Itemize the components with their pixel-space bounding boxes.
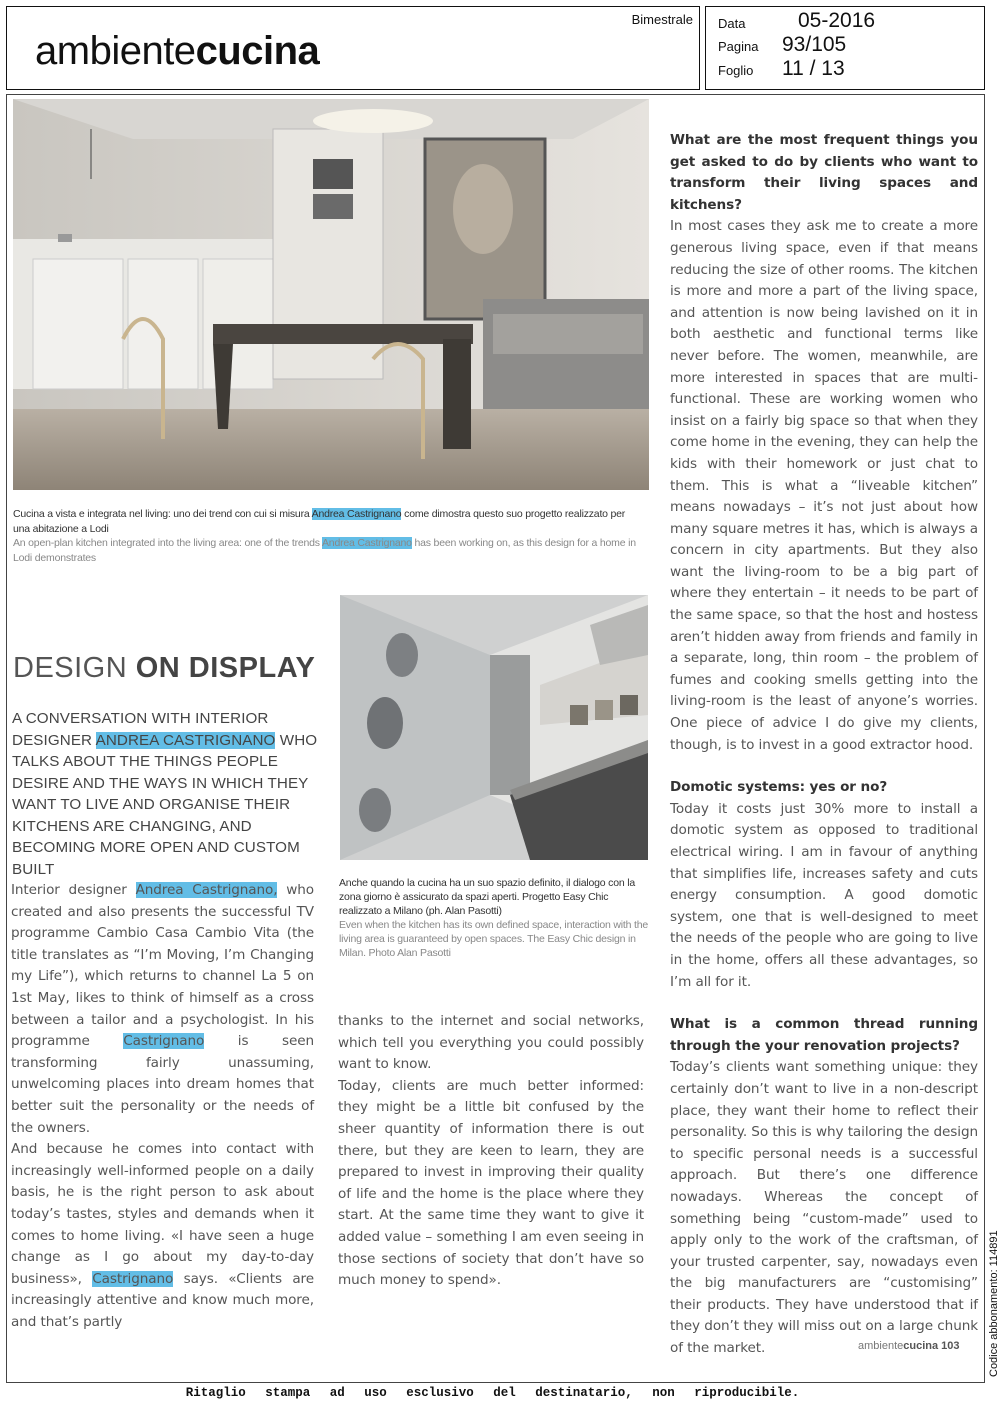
pagina-value: 93/105 xyxy=(782,33,847,56)
caption-lodi-english: An open-plan kitchen integrated into the living area: one of the trends Andrea Castrignano has been working on, as this design for a home in Lodi demonstrates xyxy=(13,537,636,564)
data-label: Data xyxy=(718,16,746,31)
masthead-box xyxy=(6,6,700,90)
answer-2: Today it costs just 30% more to install a domotic system as opposed to traditional electrical wiring. I am in favour of anything that simplifies life, increases safety and cuts energy consumption. A good domotic system, one that is well-designed to meet the needs of the people who are going to live in the home, offers all these advantages, so I’m all for it. xyxy=(670,800,978,990)
question-2: Domotic systems: yes or no? xyxy=(670,779,888,796)
col1-paragraph-2: And because he comes into contact with increasingly well-informed people on a daily basis, he is the right person to ask about today’s tastes, styles and demands when it comes to home living. «I have seen a huge change as I go about my day-to-day business», Castrignano says. «Clients are increasingly attentive and know much more, and that’s partly xyxy=(11,1141,315,1330)
col2-paragraph-2: Today, clients are much better informed: they might be a little bit confused by the sheer quantity of information there is out there, but they are keen to learn, they are prepared to invest in improving their quality of life and the home is the place where they start. At the same time they want to give it added value – something I am even seeing in those sections of society that don’t have so much money to spend». xyxy=(338,1077,644,1289)
answer-3: Today’s clients want something unique: they certainly don’t want to live in a non-descript place, they want their home to reflect their personality. So this is why tailoring the design to specific personal needs is a successful approach. But there’s one difference nowadays. Whereas the concept of something being “custom-made” used to apply only to the work of the craftsman, of your trusted carpenter, say, nowadays even the big manufacturers are “customising” their products. They have understood that if they don’t they will miss out on a large chunk of the market. xyxy=(670,1059,978,1357)
article-headline: DESIGN ON DISPLAY xyxy=(13,652,316,684)
page-footer-magazine: ambientecucina 103 xyxy=(858,1340,960,1352)
article-intro: A CONVERSATION WITH INTERIOR DESIGNER ANDREA CASTRIGNANO WHO TALKS ABOUT THE THINGS PEOPLE DESIRE AND THE WAYS IN WHICH THEY WANT TO LIVE AND ORGANISE THEIR KITCHENS ARE CHANGING, AND BECOMING MORE OPEN AND CUSTOM BUILT xyxy=(12,710,318,878)
issue-meta-box xyxy=(705,6,985,90)
foglio-label: Foglio xyxy=(718,63,754,78)
pagina-label: Pagina xyxy=(718,39,759,54)
data-value: 05-2016 xyxy=(798,9,876,32)
col1-paragraph-1: Interior designer Andrea Castrignano, who created and also presents the successful TV programme Cambio Casa Cambio Vita (the title translates as “I’m Moving, I’m Changing my Life”), which returns to channel La 5 on 1st May, likes to think of himself as a cross between a tailor and a psychologist. In his programme Castrignano is seen transforming fairly unassuming, unwelcoming places into dream homes that better suit the personality or the needs of the owners. xyxy=(11,882,314,1136)
question-1: What are the most frequent things you get asked to do by clients who want to transform their living spaces and kitchens? xyxy=(670,132,978,213)
caption-lodi-italian: Cucina a vista e integrata nel living: uno dei trend con cui si misura Andrea Castrignano come dimostra questo suo progetto realizzato per una abitazione a Lodi xyxy=(13,508,626,535)
answer-1: In most cases they ask me to create a more generous living space, even if that means reducing the size of other rooms. The kitchen is more and more a part of the living space, and attention is now being lavished on it in both aesthetic and functional terms like never before. The women, meanwhile, are more interested in spaces that are multi-functional. These are working women who insist on a fairly big space so that when they come home in the evening, they can help the kids with their homework or just chat to them. This is what a “liveable kitchen” means nowadays – it’s not just about how many square metres it has, which is always a concern in city apartments. But they also want the living-room to be a big part of where they entertain – it needs to be part of the same space, so that the host and hostess aren’t hidden away from friends and family in a separate, long, thin room – the problem of fumes and cooking smells getting into the living-room is the least of anyone’s worries. One piece of advice I do give my clients, though, is to invest in a good extractor hood. xyxy=(670,218,978,753)
caption-milan-english: Even when the kitchen has its own defined space, interaction with the living area is guaranteed by open spaces. The Easy Chic design in Milan. Photo Alan Pasotti xyxy=(339,919,648,959)
subscription-code: Codice abbonamento: 114891 xyxy=(988,1230,1000,1377)
magazine-logo: ambientecucina xyxy=(35,29,320,73)
foglio-value: 11 / 13 xyxy=(782,57,845,80)
caption-milan xyxy=(339,876,649,960)
question-3: What is a common thread running through the your renovation projects? xyxy=(670,1016,978,1054)
caption-lodi xyxy=(13,507,643,565)
caption-milan-italian: Anche quando la cucina ha un suo spazio definito, il dialogo con la zona giorno è assicurato da spazi aperti. Progetto Easy Chic realizzato a Milano (ph. Alan Pasotti) xyxy=(339,877,635,917)
col2-paragraph-1: thanks to the internet and social networks, which tell you everything you could possibly want to know. xyxy=(338,1013,644,1073)
kitchen-photo-milan xyxy=(340,595,648,860)
article-column-2 xyxy=(338,1011,644,1292)
clipping-notice: Ritaglio stampa ad uso esclusivo del destinatario, non riproducibile. xyxy=(185,1386,800,1400)
article-column-3 xyxy=(670,130,978,1360)
article-column-1 xyxy=(11,880,314,1333)
frequency-label: Bimestrale xyxy=(631,12,693,27)
kitchen-photo-lodi xyxy=(13,99,649,490)
